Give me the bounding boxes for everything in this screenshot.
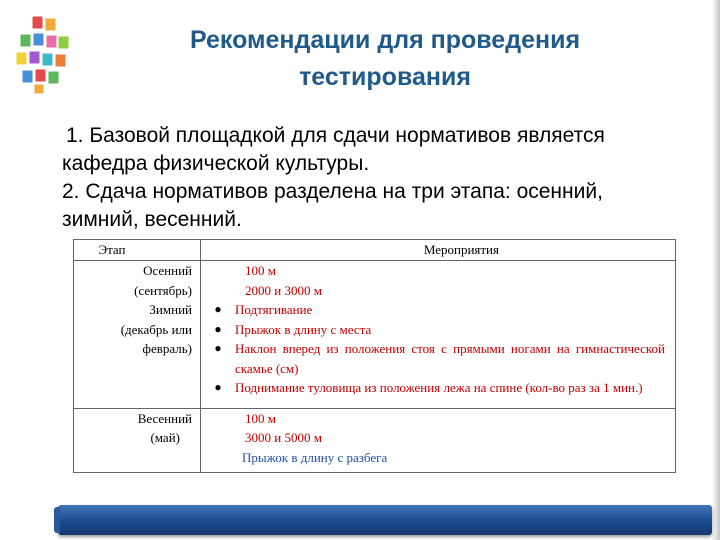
bullet-icon: ●: [214, 380, 222, 394]
header-stage: Этап: [74, 240, 201, 261]
activity-item: Прыжок в длину с разбега: [242, 449, 388, 465]
table-row-spring: [74, 408, 676, 472]
slide-edge-shadow: [712, 0, 720, 540]
colorful-blocks-logo: [10, 14, 72, 96]
table-header-row: [74, 240, 676, 261]
activity-item: 100 м: [245, 410, 276, 426]
activities-cell-spring: [201, 408, 676, 472]
stage-spring: Весенний: [137, 410, 192, 426]
bullet-icon: ●: [214, 302, 222, 316]
bullet-icon: ●: [214, 321, 222, 336]
title-line-1: Рекомендации для проведения: [189, 26, 581, 54]
activities-cell-autumn-winter: [201, 261, 676, 409]
stage-cell-spring: [74, 408, 201, 472]
list-item: [201, 300, 665, 320]
slide-title: [150, 22, 620, 96]
bullet-icon: ●: [214, 341, 222, 355]
paragraph-2-line-2: зимний, весенний.: [62, 208, 242, 231]
activity-item: 2000 и 3000 м: [245, 282, 322, 298]
activity-item: Прыжок в длину с места: [235, 321, 372, 337]
paragraph-1-line-1: 1. Базовой площадкой для сдачи нормативов является: [66, 124, 605, 147]
paragraph-2-line-1: 2. Сдача нормативов разделена на три этапа: осенний,: [62, 180, 603, 203]
stage-autumn-months: (сентябрь): [134, 282, 192, 298]
list-item: [201, 320, 665, 340]
activity-item: Поднимание туловища из положения лежа на спине (кол-во раз за 1 мин.): [235, 380, 643, 395]
activity-item: 100 м: [245, 263, 276, 278]
footer-bar: [58, 505, 712, 535]
list-item: [201, 378, 665, 398]
stage-autumn: Осенний: [143, 263, 192, 278]
header-activities: Мероприятия: [201, 240, 676, 261]
list-item: [201, 339, 665, 378]
stage-winter-months-2: февраль): [142, 341, 192, 356]
table-row-autumn-winter: [74, 261, 676, 409]
stage-winter: Зимний: [149, 302, 192, 317]
stages-table: [73, 239, 676, 473]
paragraph-1-line-2: кафедра физической культуры.: [62, 152, 370, 175]
stage-spring-months: (май): [150, 430, 180, 446]
activity-item: 3000 и 5000 м: [245, 430, 322, 446]
recommendations-text: [62, 122, 702, 234]
stage-cell-autumn-winter: [74, 261, 201, 409]
stage-winter-months-1: (декабрь или: [120, 321, 192, 337]
activity-item: Подтягивание: [235, 302, 313, 317]
activity-item: Наклон вперед из положения стоя с прямыми ногами на гимнастической скамье (см): [235, 341, 665, 376]
title-line-2: тестирования: [299, 63, 471, 91]
